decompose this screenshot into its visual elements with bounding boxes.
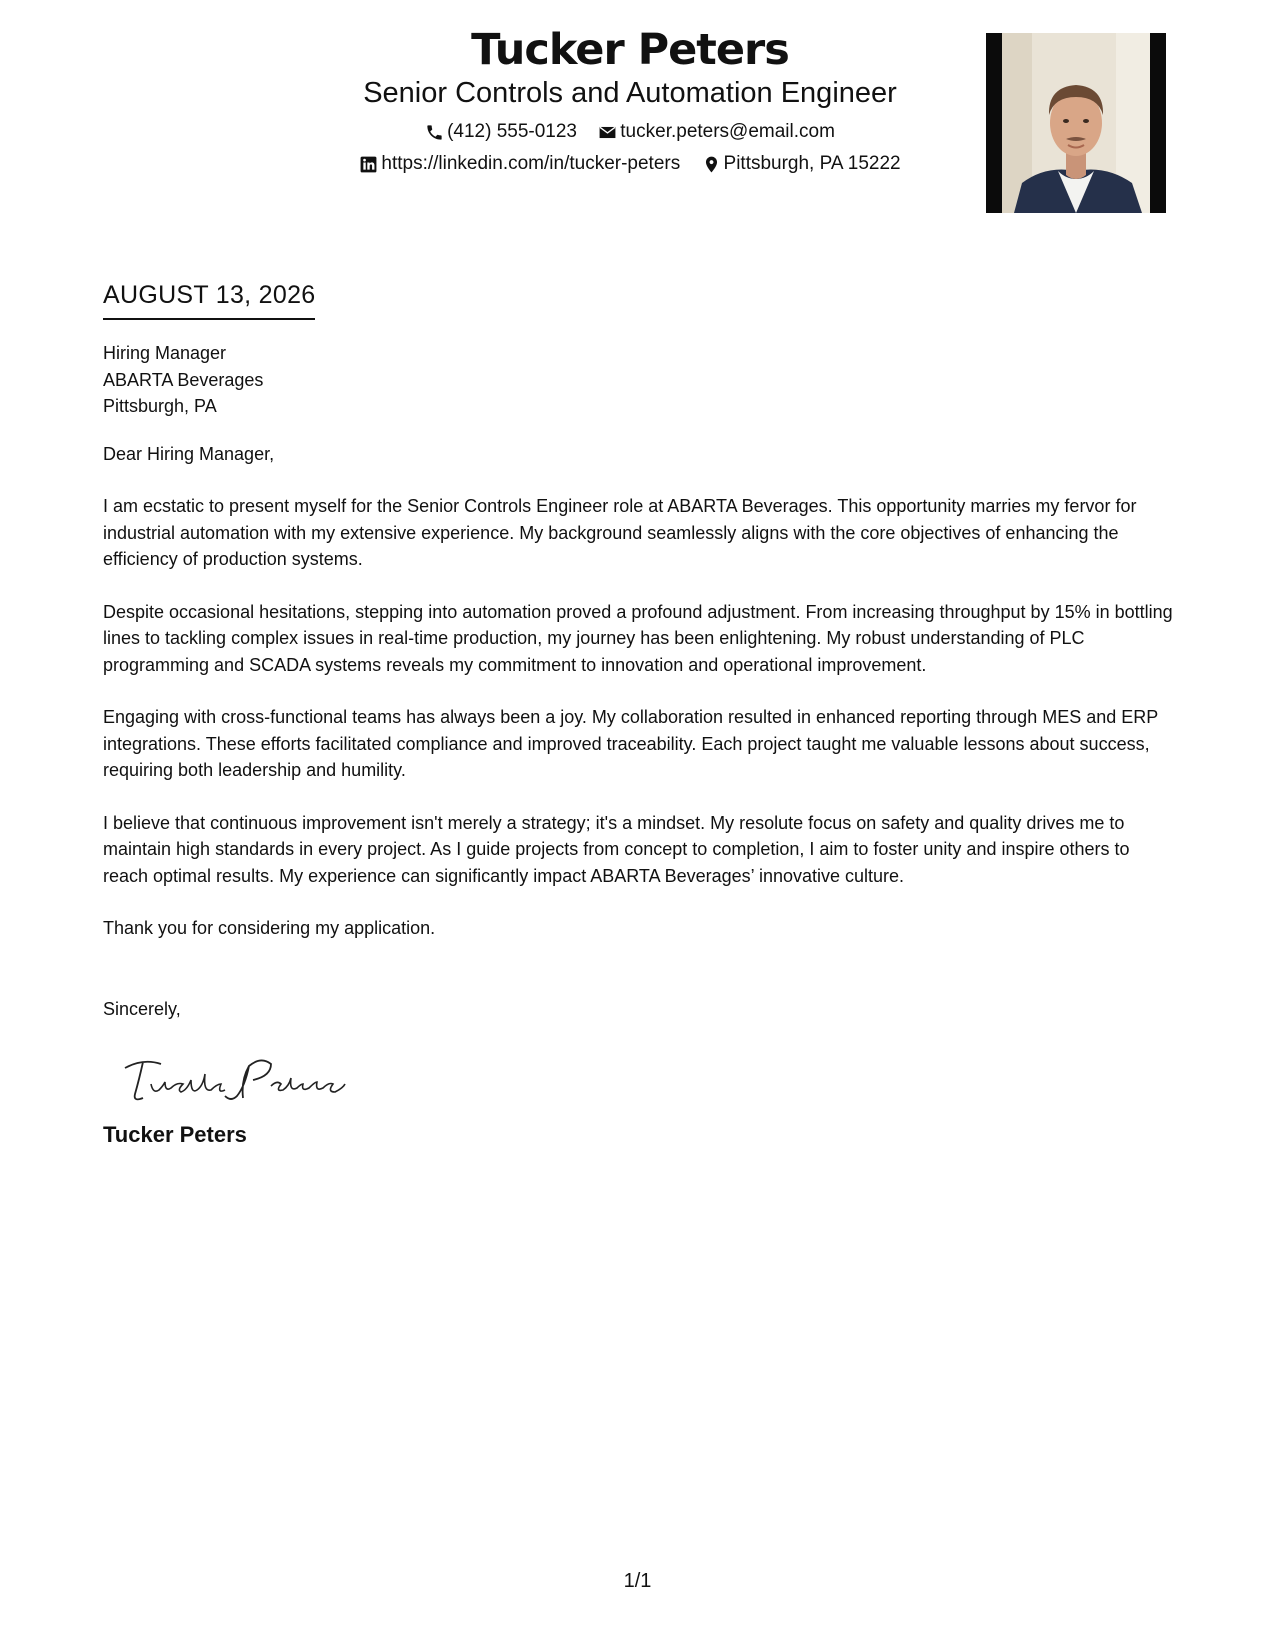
contact-linkedin[interactable]: [359, 148, 680, 180]
linkedin-link[interactable]: https://linkedin.com/in/tucker-peters: [381, 153, 681, 175]
letterhead: [0, 20, 1275, 220]
contact-email[interactable]: [598, 116, 835, 148]
profile-photo: [986, 33, 1166, 213]
phone-icon: [425, 123, 444, 142]
applicant-name: Tucker Peters: [471, 25, 789, 75]
contact-line-1: [280, 116, 980, 148]
handwritten-signature: [121, 1050, 1178, 1110]
body-paragraph: Despite occasional hesitations, stepping into automation proved a profound adjustment. From increasing throughput by 15% in bottling lines to tackling complex issues in real-time production, my journey has been enlightening. My robust understanding of PLC programming and SCADA systems reveals my commitment to innovation and operational improvement.: [103, 601, 1173, 675]
linkedin-icon: [359, 155, 378, 174]
page-number: 1/1: [623, 1570, 652, 1592]
letter-date-block: [103, 280, 315, 320]
thank-you-paragraph: Thank you for considering my application.: [103, 918, 436, 938]
recipient-line-1: Hiring Manager: [103, 343, 227, 363]
body-paragraph: I believe that continuous improvement isn't merely a strategy; it's a mindset. My resolute focus on safety and quality drives me to maintain high standards in every project. As I guide projects from concept to completion, I aim to foster unity and inspire others to reach optimal results. My experience can significantly impact ABARTA Beverages’ innovative culture.: [103, 812, 1130, 886]
recipient-line-2: ABARTA Beverages: [103, 369, 264, 390]
map-pin-icon: [702, 155, 721, 174]
salutation: Dear Hiring Manager,: [103, 443, 275, 464]
recipient-line-3: Pittsburgh, PA: [103, 396, 217, 416]
contact-location: [702, 148, 901, 180]
closing: Sincerely,: [103, 998, 181, 1019]
body-paragraph: I am ecstatic to present myself for the Senior Controls Engineer role at ABARTA Beverages. This opportunity marries my fervor for industrial automation with my extensive experience. My background seamlessly aligns with the core objectives of enhancing the efficiency of production systems.: [103, 496, 1137, 569]
signer-name: Tucker Peters: [103, 1122, 247, 1147]
letterhead-text: [280, 20, 980, 180]
letter-date: AUGUST 13, 2026: [103, 280, 315, 320]
body-paragraph: Engaging with cross-functional teams has always been a joy. My collaboration resulted in enhanced reporting through MES and ERP integrations. These efforts facilitated compliance and improved traceability. Each project taught me valuable lessons about success, requiring both leadership and humility.: [103, 707, 1158, 780]
envelope-icon: [598, 123, 617, 142]
location-text: Pittsburgh, PA 15222: [723, 153, 901, 175]
contact-phone: [425, 116, 577, 148]
contact-line-2: [280, 148, 980, 180]
letter-body: [103, 340, 1178, 1149]
phone-text: (412) 555-0123: [447, 121, 577, 142]
email-link[interactable]: tucker.peters@email.com: [620, 121, 835, 142]
applicant-title: Senior Controls and Automation Engineer: [363, 77, 897, 109]
recipient-address: [103, 340, 1178, 420]
